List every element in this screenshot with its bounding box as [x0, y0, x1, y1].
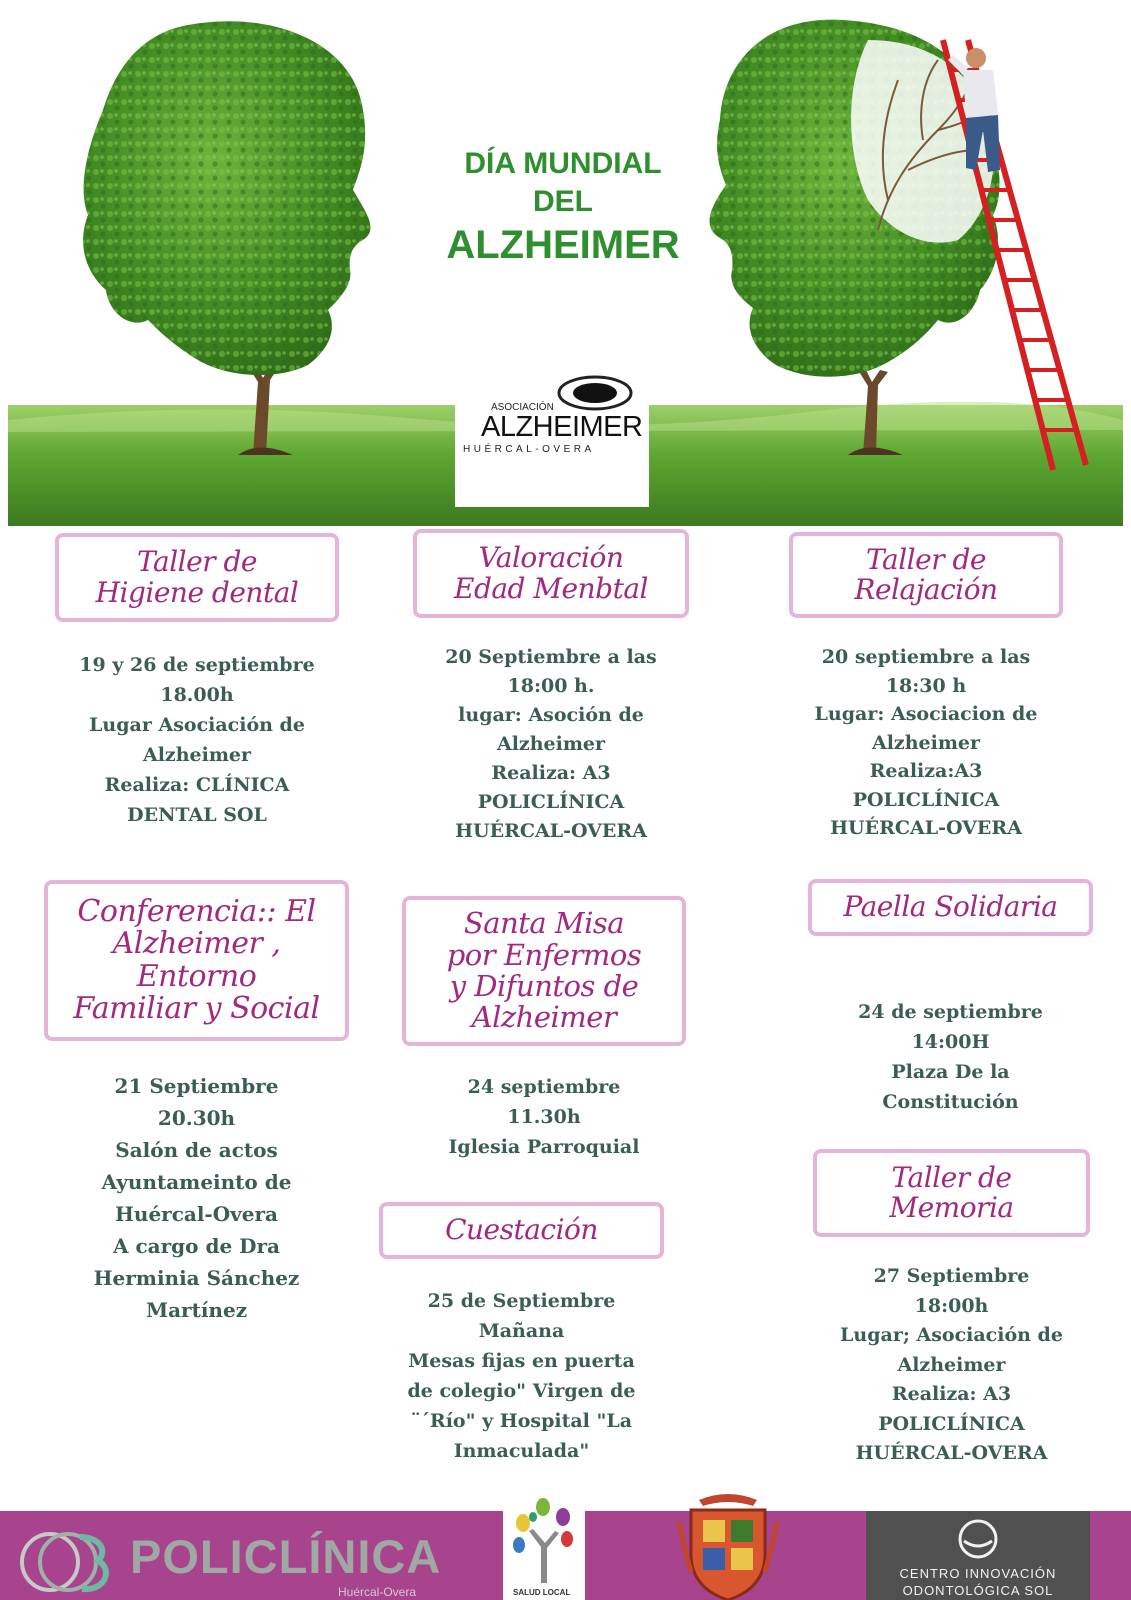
detail-line: Salón de actos — [115, 1138, 278, 1162]
event-details — [808, 997, 1093, 1117]
hero-banner — [8, 0, 1123, 526]
cios-emblem-icon — [866, 1511, 1090, 1561]
detail-line: 20 Septiembre a las — [445, 646, 657, 668]
title-line-1: DÍA MUNDIAL — [464, 147, 662, 180]
policlinica-emblem-icon — [20, 1517, 120, 1600]
event-title-box — [789, 532, 1063, 618]
detail-line: Lugar: Asociacion de — [814, 703, 1038, 725]
detail-line: Realiza: CLÍNICA — [104, 774, 290, 796]
detail-line: 14:00H — [911, 1031, 990, 1053]
detail-line: POLICLÍNICA — [852, 788, 1000, 811]
detail-line: Alzheimer — [142, 744, 252, 766]
detail-line: Inmaculada" — [453, 1440, 590, 1462]
detail-line: Lugar Asociación de — [89, 714, 305, 736]
detail-line: Realiza:A3 — [869, 760, 983, 782]
detail-line: Plaza De la — [891, 1061, 1010, 1083]
detail-line: POLICLÍNICA — [878, 1412, 1025, 1435]
detail-line: 18:00 h. — [507, 675, 595, 697]
detail-line: DENTAL SOL — [127, 804, 267, 826]
detail-line: 18:30 h — [885, 674, 967, 697]
detail-line: de colegio" Virgen de — [407, 1380, 636, 1402]
event-title-box — [379, 1202, 664, 1259]
detail-line: 24 septiembre — [467, 1076, 621, 1098]
detail-line: A cargo de Dra — [113, 1234, 280, 1258]
detail-line: Lugar; Asociación de — [840, 1324, 1063, 1346]
detail-line: 11.30h — [507, 1106, 581, 1128]
detail-line: HUÉRCAL-OVERA — [830, 817, 1022, 839]
detail-line: Mesas fijas en puerta — [408, 1350, 635, 1372]
event-title: Taller de Higiene dental — [95, 545, 299, 609]
detail-line: Martínez — [145, 1298, 248, 1322]
cios-line-2: ODONTOLÓGICA SOL — [902, 1583, 1054, 1598]
event-title-box — [55, 533, 339, 622]
detail-line: Constitución — [882, 1091, 1019, 1113]
event-details — [402, 1072, 686, 1162]
ring-logo-icon — [557, 375, 633, 411]
event-title: Conferencia:: El Alzheimer , Entorno Familiar y Social — [73, 893, 320, 1026]
event-details — [55, 650, 339, 830]
detail-line: POLICLÍNICA — [477, 791, 625, 813]
policlinica-logo — [20, 1517, 440, 1600]
detail-line: Iglesia Parroquial — [448, 1136, 640, 1158]
detail-line: ¨´Río" y Hospital "La — [410, 1410, 633, 1432]
detail-line: Alzheimer — [897, 1353, 1006, 1376]
event-title: Taller de Memoria — [889, 1160, 1014, 1224]
detail-line: 25 de Septiembre — [427, 1290, 616, 1312]
detail-line: 18:00h — [914, 1294, 989, 1317]
detail-line: Herminia Sánchez — [93, 1266, 300, 1290]
association-small-text: ASOCIACIÓN — [491, 402, 554, 413]
detail-line: 18.00h — [160, 684, 234, 706]
detail-line: 19 y 26 de septiembre — [79, 654, 315, 676]
detail-line: 21 Septiembre — [114, 1074, 279, 1098]
event-title: Taller de Relajación — [854, 542, 998, 606]
event-title-box — [813, 1149, 1090, 1237]
event-title-box — [402, 896, 686, 1046]
town-crest-icon — [677, 1492, 779, 1600]
event-title: Santa Misa por Enfermos y Difuntos de Alzheimer — [446, 906, 642, 1035]
salud-caption: SALUD LOCAL — [513, 1588, 571, 1597]
event-title: Valoración Edad Menbtal — [454, 541, 648, 605]
detail-line: Mañana — [478, 1320, 565, 1342]
policlinica-name: POLICLÍNICA — [130, 1530, 442, 1583]
detail-line: 24 de septiembre — [858, 1001, 1043, 1023]
event-title-box — [413, 529, 689, 618]
cios-logo — [866, 1511, 1090, 1600]
event-details — [44, 1070, 349, 1326]
detail-line: Alzheimer — [496, 733, 606, 755]
cios-line-1: CENTRO INNOVACIÓN — [899, 1566, 1057, 1581]
salud-local-logo — [503, 1493, 585, 1600]
detail-line: 20.30h — [157, 1106, 236, 1130]
event-details — [813, 1262, 1090, 1469]
left-head-tree — [83, 21, 370, 455]
detail-line: 27 Septiembre — [873, 1265, 1030, 1287]
detail-line: Ayuntameinto de — [101, 1170, 292, 1194]
detail-line: lugar: Asoción de — [458, 704, 644, 726]
detail-line: HUÉRCAL-OVERA — [455, 820, 647, 842]
association-logo — [455, 345, 649, 507]
title-line-3: ALZHEIMER — [446, 223, 680, 267]
title-line-2: DEL — [533, 184, 593, 218]
event-title-box — [44, 880, 349, 1041]
association-name: ALZHEIMER — [481, 411, 643, 443]
detail-line: Realiza: A3 — [491, 762, 611, 784]
detail-line: HUÉRCAL-OVERA — [855, 1442, 1048, 1464]
event-title: Cuestación — [445, 1213, 598, 1247]
event-details — [413, 643, 689, 846]
event-details — [379, 1286, 664, 1466]
event-details — [789, 643, 1063, 843]
tree-logo-icon — [503, 1493, 585, 1588]
detail-line: Alzheimer — [871, 731, 981, 754]
event-title-box — [808, 879, 1093, 936]
event-title: Paella Solidaria — [843, 890, 1058, 924]
detail-line: Realiza: A3 — [891, 1383, 1012, 1405]
detail-line: 20 septiembre a las — [821, 646, 1031, 668]
hero-title — [418, 145, 708, 270]
policlinica-subtitle: Huércal-Overa — [338, 1585, 417, 1599]
detail-line: Huércal-Overa — [115, 1202, 278, 1226]
association-town: HUÉRCAL-OVERA — [463, 444, 595, 455]
